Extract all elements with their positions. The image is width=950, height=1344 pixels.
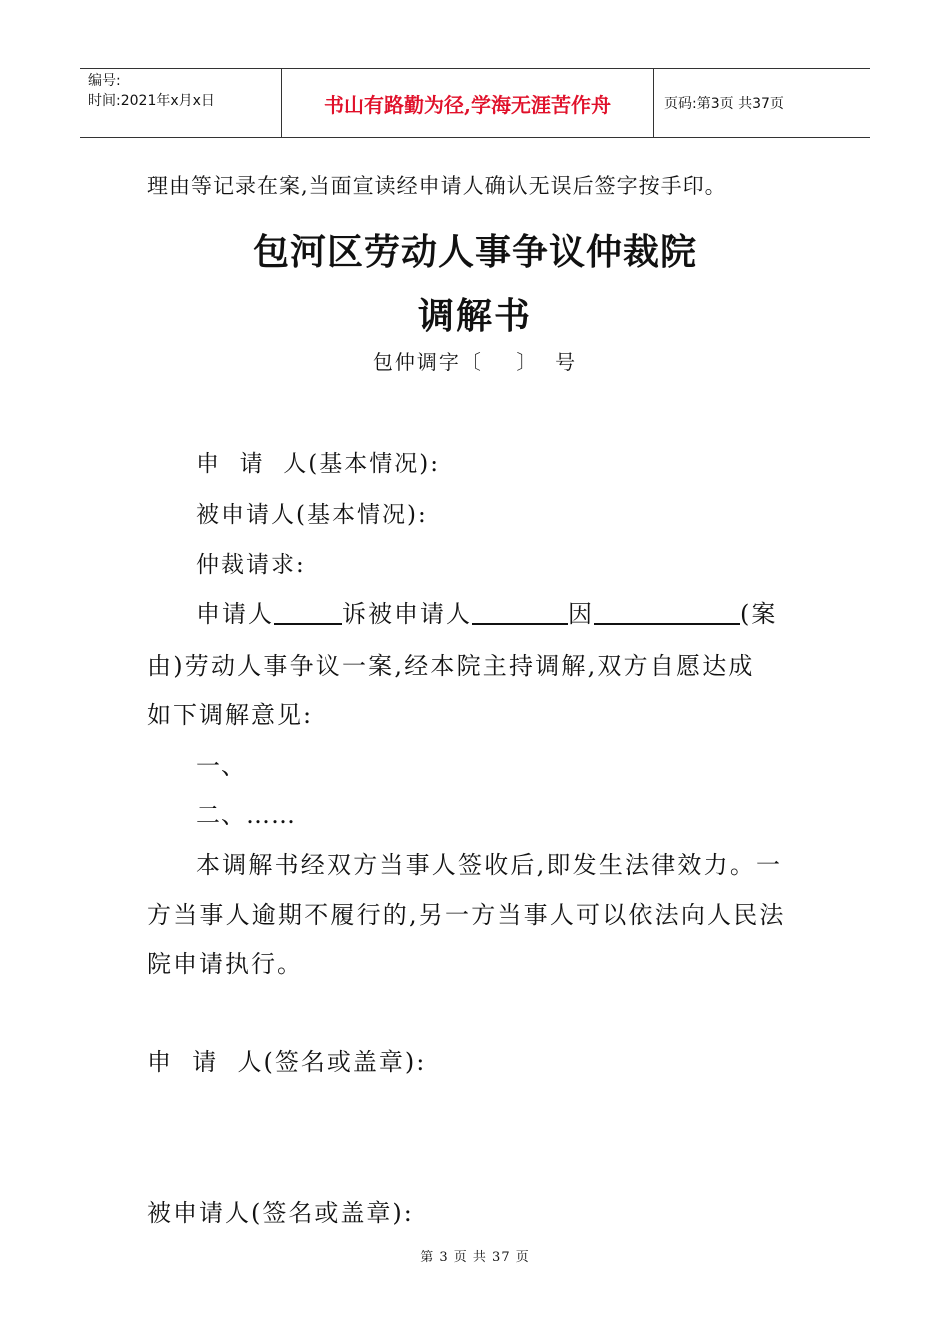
document-number: 包仲调字〔 〕 号 (372, 350, 578, 374)
applicant-name-blank (274, 601, 342, 625)
document-date-label: 时间:2021年x月x日 (88, 93, 215, 109)
mediation-item-2: 二、…… (196, 801, 296, 829)
mediation-paragraph-line3: 如下调解意见: (147, 701, 314, 729)
mediation-paragraph-line1 (196, 594, 777, 629)
respondent-name-blank (472, 601, 568, 625)
header-meta (80, 69, 282, 137)
applicant-info-label: 申 请 人(基本情况): (196, 451, 440, 477)
claims-label: 仲裁请求: (196, 552, 306, 578)
mediation-item-1: 一、 (196, 752, 246, 780)
document-subtitle: 调解书 (417, 296, 532, 337)
effect-paragraph-line2: 方当事人逾期不履行的,另一方当事人可以依法向人民法 (147, 901, 786, 929)
applicant-signature-label: 申 请 人(签名或盖章): (147, 1048, 427, 1076)
document-number-label: 编号: (88, 73, 121, 89)
header-motto: 书山有路勤为径,学海无涯苦作舟 (282, 69, 654, 137)
respondent-text: 诉被申请人 (342, 600, 472, 628)
mediation-paragraph-line2: 由)劳动人事争议一案,经本院主持调解,双方自愿达成 (147, 652, 755, 680)
intro-line: 理由等记录在案,当面宣读经申请人确认无误后签字按手印。 (147, 174, 727, 198)
respondent-signature-label: 被申请人(签名或盖章): (147, 1199, 414, 1227)
because-text: 因 (568, 600, 594, 628)
page-footer: 第 3 页 共 37 页 (420, 1250, 530, 1265)
effect-paragraph-line1: 本调解书经双方当事人签收后,即发生法律效力。一 (196, 851, 783, 879)
document-title: 包河区劳动人事争议仲裁院 (252, 232, 697, 273)
respondent-info-label: 被申请人(基本情况): (196, 502, 428, 528)
effect-paragraph-line3: 院申请执行。 (147, 950, 303, 978)
case-reason-text: (案 (740, 600, 778, 628)
page-header (80, 68, 870, 138)
header-page-label: 页码:第3页 共37页 (664, 96, 784, 112)
applicant-text: 申请人 (196, 600, 274, 628)
case-reason-blank (594, 601, 740, 625)
